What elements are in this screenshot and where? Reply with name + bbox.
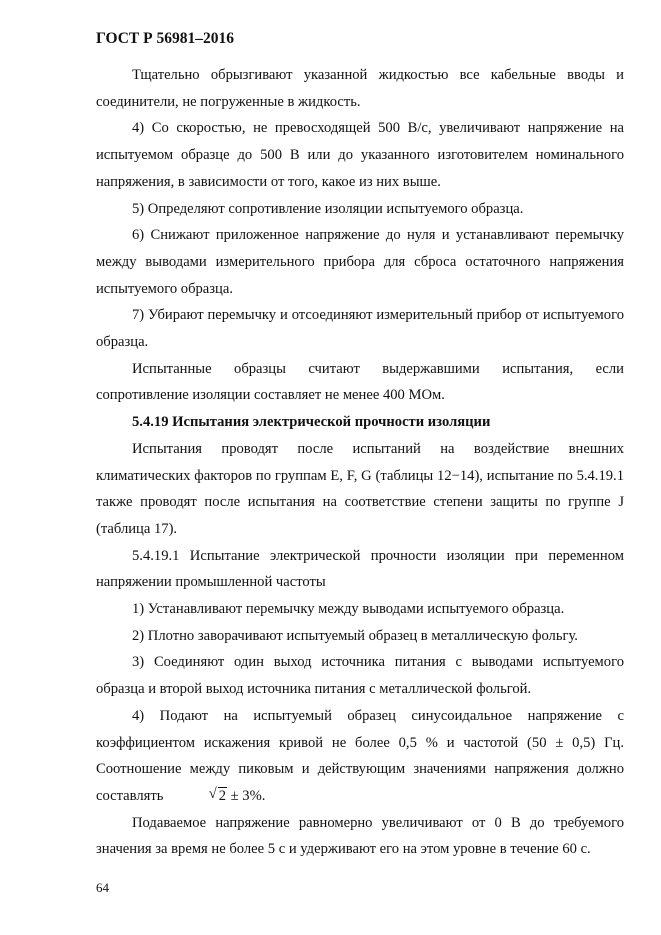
list-item-step-4: 4) Со скоростью, не превосходящей 500 В/с, увеличивают напряжение на испытуемом образце до 500 В или до указанного изготовителем номинального напряжения, в зависимости от того, какое из них выше. xyxy=(96,120,624,190)
paragraph-text: 4) Подают на испытуемый образец синусоидальное напряжение с коэффициентом искажения кривой не более 0,5 % и частотой (50 ± 0,5) Гц. Соотношение между пиковым и действующим значениями напряжения должно составлять xyxy=(96,707,624,804)
paragraph: Подаваемое напряжение равномерно увеличивают от 0 В до требуемого значения за время не более 5 с и удерживают его на этом уровне в течение 60 с. xyxy=(96,814,624,858)
paragraph: Тщательно обрызгивают указанной жидкостью все кабельные вводы и соединители, не погруженные в жидкость. xyxy=(96,67,624,110)
document-body xyxy=(96,62,624,863)
sqrt-radicand: 2 xyxy=(218,787,226,804)
section-heading: 5.4.19 Испытания электрической прочности изоляции xyxy=(132,414,491,431)
paragraph: Испытанные образцы считают выдержавшими испытания, если сопротивление изоляции составляет не менее 400 МОм. xyxy=(96,360,624,404)
document-header: ГОСТ Р 56981–2016 xyxy=(96,30,234,47)
list-item-step-5: 5) Определяют сопротивление изоляции испытуемого образца. xyxy=(132,200,524,217)
formula-suffix: ± 3%. xyxy=(230,787,266,804)
list-item-step-3: 3) Соединяют один выход источника питания с выводами испытуемого образца и второй выход источника питания с металлической фольгой. xyxy=(96,654,624,698)
list-item-step-1: 1) Устанавливают перемычку между выводами испытуемого образца. xyxy=(132,601,565,618)
sqrt-formula xyxy=(173,783,227,810)
list-item-step-6: 6) Снижают приложенное напряжение до нуля и устанавливают перемычку между выводами измерительного прибора для сброса остаточного напряжения испытуемого образца. xyxy=(96,227,624,297)
subsection-title: 5.4.19.1 Испытание электрической прочности изоляции при переменном напряжении промышленной частоты xyxy=(96,547,624,591)
sqrt-sign: √ xyxy=(208,785,217,802)
list-item-step-4b xyxy=(96,703,624,810)
list-item-step-7: 7) Убирают перемычку и отсоединяют измерительный прибор от испытуемого образца. xyxy=(96,307,624,351)
paragraph: Испытания проводят после испытаний на воздействие внешних климатических факторов по группам E, F, G (таблицы 12−14), испытание по 5.4.19.1 также проводят после испытания на соответствие степени защиты по группе J (таблица 17). xyxy=(96,440,624,537)
list-item-step-2: 2) Плотно заворачивают испытуемый образец в металлическую фольгу. xyxy=(132,627,578,644)
page-number: 64 xyxy=(96,880,109,895)
